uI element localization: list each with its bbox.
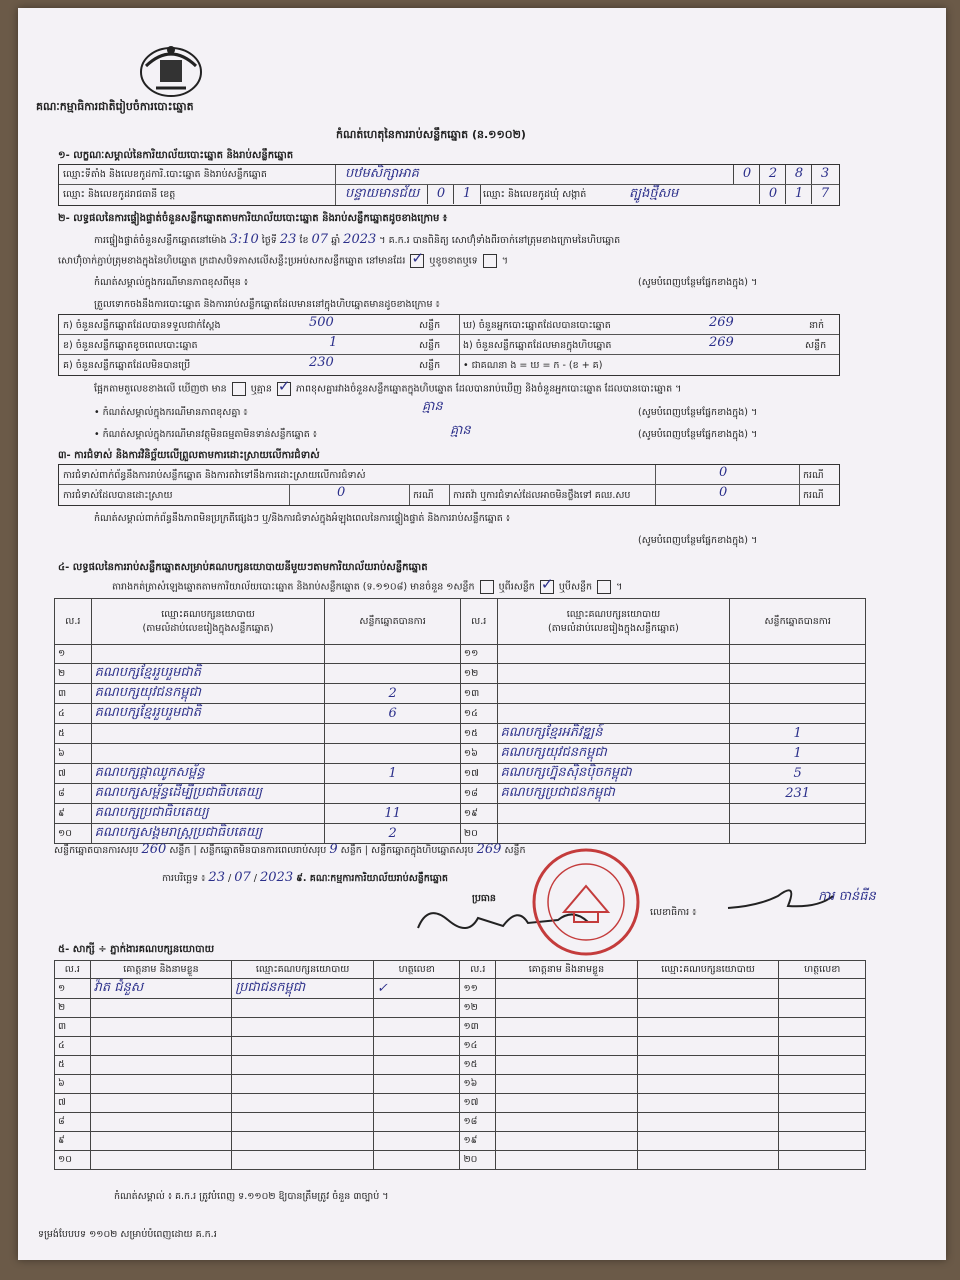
results-summary: សន្លឹកឆ្នោតបានការសរុប 260 សន្លឹក | សន្លឹកឆ្នោតមិនបានការពេលរាប់សរុប 9 សន្លឹក | សន្លឹកឆ្នោតក្នុងហិបឆ្នោតសរុប 269 សន្លឹក bbox=[54, 842, 526, 857]
row-no: ១៥ bbox=[460, 724, 497, 744]
witness-table bbox=[54, 960, 866, 1170]
witness-party bbox=[637, 1151, 779, 1170]
party-name: គណបក្សខ្មែររួបរួមជាតិ bbox=[91, 664, 325, 684]
row-no: ៧ bbox=[55, 764, 92, 784]
row-no: ១៤ bbox=[460, 704, 497, 724]
box-total-value: 269 bbox=[476, 842, 502, 857]
witness-signature bbox=[779, 979, 866, 999]
party-name: គណបក្សយុវជនកម្ពុជា bbox=[91, 684, 325, 704]
table-row bbox=[55, 724, 866, 744]
row-no: ៨ bbox=[55, 1113, 91, 1132]
row-no: ២០ bbox=[460, 1151, 496, 1170]
bullet1: • កំណត់សម្គាល់ក្នុងករណីមានភាពខុសគ្នា ៖ bbox=[94, 407, 248, 418]
witness-signature bbox=[779, 1132, 866, 1151]
col-party bbox=[497, 599, 730, 645]
col-sign: ហត្ថលេខា bbox=[373, 961, 460, 979]
footer-note: កំណត់សម្គាល់ ៖ គ.ក.រ ត្រូវបំពេញ ទ.១១០២ ឱ្យបានត្រឹមត្រូវ ចំនួន ៣ច្បាប់ ។ bbox=[114, 1191, 389, 1202]
vote-count bbox=[730, 645, 866, 664]
row-no: ៤ bbox=[55, 1037, 91, 1056]
in-box-value: 269 bbox=[709, 335, 734, 350]
irregularity-note: កំណត់សម្គាល់ពាក់ព័ន្ធនឹងភាពមិនប្រក្រតីផ្សេងៗ ឬ/និងការជំទាស់ក្នុងអំឡុងពេលនៃការផ្ទៀងផ្ទាត់ និងការរាប់សន្លឹកឆ្នោត ៖ bbox=[94, 513, 511, 524]
col-name: គោត្តនាម និងនាមខ្លួន bbox=[496, 961, 638, 979]
discrepancy-no-label: ឬគ្មាន bbox=[250, 383, 272, 395]
row-no: ២ bbox=[55, 999, 91, 1018]
seal-broken-checkbox[interactable] bbox=[483, 254, 497, 268]
unused-value: 230 bbox=[309, 355, 334, 370]
unit: សន្លឹក bbox=[419, 360, 441, 371]
col-sign: ហត្ថលេខា bbox=[779, 961, 866, 979]
vote-count bbox=[325, 664, 461, 684]
table-row bbox=[55, 1056, 866, 1075]
month-label: ខែ bbox=[299, 235, 309, 246]
verification-tail: ។ គ.ក.រ បានពិនិត្យ សោហ៊ុំទាំងពីរចាក់នៅត្រុមខាងក្រោមនៃហិបឆ្នោត bbox=[379, 235, 621, 246]
bullet2-note: (សូមបំពេញបន្ថែមផ្នែកខាងក្នុង) ។ bbox=[638, 429, 758, 440]
unit: សន្លឹក bbox=[340, 845, 362, 856]
station-code bbox=[733, 165, 839, 184]
chair-label: ប្រធាន bbox=[472, 893, 496, 904]
table-row bbox=[55, 1132, 866, 1151]
witness-party bbox=[232, 1132, 374, 1151]
tally-two-label: ឬពីរសន្លឹក bbox=[498, 581, 535, 593]
day-label: ថ្ងៃទី bbox=[261, 235, 277, 246]
party-name: គណបក្សខ្មែរអភិវឌ្ឍន៍ bbox=[497, 724, 730, 744]
table-row bbox=[55, 824, 866, 844]
results-table bbox=[54, 598, 866, 844]
code-digit: 0 bbox=[427, 185, 454, 204]
table-row bbox=[55, 684, 866, 704]
row-no: ១៥ bbox=[460, 1056, 496, 1075]
row-no: ១១ bbox=[460, 645, 497, 664]
witness-party bbox=[637, 1056, 779, 1075]
row-no: ១៤ bbox=[460, 1037, 496, 1056]
unit: សន្លឹក bbox=[169, 845, 191, 856]
table-row bbox=[55, 1037, 866, 1056]
witness-name bbox=[496, 1037, 638, 1056]
unit: ករណី bbox=[803, 470, 824, 481]
bullet1-note: (សូមបំពេញបន្ថែមផ្នែកខាងក្នុង) ។ bbox=[638, 407, 758, 418]
row-no: ១ bbox=[55, 979, 91, 999]
witness-signature bbox=[779, 1113, 866, 1132]
col-votes: សន្លឹកឆ្នោតបានការ bbox=[325, 599, 461, 645]
row-no: ៣ bbox=[55, 1018, 91, 1037]
party-name: គណបក្សប្រជាធិបតេយ្យ bbox=[91, 804, 325, 824]
code-digit: 7 bbox=[811, 185, 838, 204]
code-digit: 3 bbox=[811, 165, 838, 184]
witness-party bbox=[232, 1094, 374, 1113]
witness-signature bbox=[779, 1037, 866, 1056]
row-no: ២ bbox=[55, 664, 92, 684]
witness-header-row bbox=[55, 961, 866, 979]
witness-name bbox=[496, 1094, 638, 1113]
witness-signature bbox=[373, 1151, 460, 1170]
row-no: ១ bbox=[55, 645, 92, 664]
table-row bbox=[55, 744, 866, 764]
date-day: 23 bbox=[208, 870, 225, 885]
witness-name bbox=[496, 979, 638, 999]
voters-label: ឃ) ចំនួនអ្នកបោះឆ្នោតដែលបានបោះឆ្នោត bbox=[463, 320, 611, 331]
province-label: ឈ្មោះ និងលេខកូដរាជធានី ខេត្ត bbox=[63, 189, 176, 200]
row-no: ៦ bbox=[55, 744, 92, 764]
time-value: 3:10 bbox=[229, 232, 259, 247]
unit: សន្លឹក bbox=[419, 340, 441, 351]
col-no: ល.រ bbox=[55, 961, 91, 979]
witness-party bbox=[232, 1018, 374, 1037]
appeals-value: 0 bbox=[719, 485, 728, 500]
spoiled-value: 1 bbox=[329, 335, 338, 350]
witness-signature bbox=[373, 1018, 460, 1037]
code-digit: 1 bbox=[453, 185, 481, 204]
results-header-row bbox=[55, 599, 866, 645]
ballot-count-form bbox=[18, 8, 946, 1260]
vote-count bbox=[325, 784, 461, 804]
table-row bbox=[55, 1018, 866, 1037]
year-label: ឆ្នាំ bbox=[331, 235, 341, 246]
bullet1-value: គ្មាន bbox=[422, 399, 443, 414]
witness-party bbox=[637, 1075, 779, 1094]
row-no: ១៧ bbox=[460, 764, 497, 784]
witness-name bbox=[496, 1018, 638, 1037]
witness-party bbox=[232, 1056, 374, 1075]
col-party bbox=[91, 599, 325, 645]
vote-count: 2 bbox=[325, 824, 461, 844]
vote-count: 6 bbox=[325, 704, 461, 724]
col-no: ល.រ bbox=[460, 961, 496, 979]
time-label: ការផ្ទៀងផ្ទាត់ចំនួនសន្លឹកឆ្នោតនៅម៉ោង bbox=[94, 235, 227, 246]
seal-line: សោហ៊ុំចាក់ភ្ជាប់ត្រុមខាងក្នុងនៃហិបឆ្នោត ក្រដាសបិទភាសលើសន្លឹះប្រអប់សកសន្លឹកឆ្នោត នៅមានដែរ ✓ ឬខូចខាតឬទេ ។ bbox=[58, 254, 508, 269]
tally-two-checkbox[interactable] bbox=[540, 580, 554, 594]
witness-name bbox=[496, 1113, 638, 1132]
row-no: ៥ bbox=[55, 724, 92, 744]
national-election-committee-emblem bbox=[136, 36, 206, 100]
row-no: ១៣ bbox=[460, 1018, 496, 1037]
tally-one-label: តារាងកត់ត្រាសំឡេងឆ្នោតតាមការិយាល័យបោះឆ្នោត និងរាប់សន្លឹកឆ្នោត (ទ.១១០៨) មានចំនួន ១សន្លឹក bbox=[112, 581, 475, 593]
discrepancy-line bbox=[94, 382, 681, 397]
witness-name bbox=[496, 1075, 638, 1094]
station-value: បឋមសិក្សាអាគ bbox=[345, 166, 419, 181]
committee-label: ៩. គណៈកម្មការការិយាល័យរាប់សន្លឹកឆ្នោត bbox=[296, 873, 448, 884]
col-party-title: ឈ្មោះគណបក្សនយោបាយ bbox=[566, 608, 661, 620]
received-label: ក) ចំនួនសន្លឹកឆ្នោតដែលបានទទួលជាក់ស្តែង bbox=[63, 320, 221, 331]
witness-name bbox=[496, 1132, 638, 1151]
section1-heading: ១- លក្ខណៈសម្គាល់នៃការិយាល័យបោះឆ្នោត និងរាប់សន្លឹកឆ្នោត bbox=[58, 150, 294, 161]
witness-signature bbox=[373, 1037, 460, 1056]
ballot-intro: ត្រួលទោកចងនឹងការបោះឆ្នោត និងការរាប់សន្លឹកឆ្នោតដែលមាននៅក្នុងហិបឆ្នោតមានដូចខាងក្រោម ៖ bbox=[94, 299, 440, 310]
valid-total-value: 260 bbox=[141, 842, 167, 857]
seal-broken-label: ឬខូចខាតឬទេ bbox=[429, 255, 478, 267]
row-no: ៤ bbox=[55, 704, 92, 724]
received-value: 500 bbox=[309, 315, 334, 330]
discrepancy-no-checkbox[interactable] bbox=[277, 382, 291, 396]
row-no: ៩ bbox=[55, 1132, 91, 1151]
party-name bbox=[91, 744, 325, 764]
party-name: គណបក្សខ្មែររួបរួមជាតិ bbox=[91, 704, 325, 724]
witness-party bbox=[637, 1018, 779, 1037]
col-no: ល.រ bbox=[55, 599, 92, 645]
col-no: ល.រ bbox=[460, 599, 497, 645]
table-row bbox=[55, 979, 866, 999]
commune-label: ឈ្មោះ និងលេខកូដឃុំ សង្កាត់ bbox=[483, 189, 587, 200]
witness-name bbox=[90, 1075, 232, 1094]
resolved-label: ការជំទាស់ដែលបានដោះស្រាយ bbox=[63, 490, 173, 501]
party-name bbox=[91, 724, 325, 744]
witness-party bbox=[232, 1075, 374, 1094]
party-name: គណបក្សសម្ព័ន្ធដើម្បីប្រជាធិបតេយ្យ bbox=[91, 784, 325, 804]
witness-party bbox=[232, 999, 374, 1018]
invalid-total-label: សន្លឹកឆ្នោតមិនបានការពេលរាប់សរុប bbox=[199, 845, 327, 856]
row-no: ១០ bbox=[55, 1151, 91, 1170]
witness-signature bbox=[373, 1094, 460, 1113]
secretary-label: លេខាធិការ ៖ bbox=[650, 907, 697, 918]
secretary-name: ការ ចាន់ធីន bbox=[818, 889, 876, 904]
witness-party bbox=[232, 1113, 374, 1132]
date-month: 07 bbox=[234, 870, 251, 885]
valid-total-label: សន្លឹកឆ្នោតបានការសរុប bbox=[54, 845, 139, 856]
table-row bbox=[55, 1113, 866, 1132]
witness-signature bbox=[779, 1151, 866, 1170]
row-no: ៧ bbox=[55, 1094, 91, 1113]
vote-count bbox=[730, 804, 866, 824]
row-no: ១៨ bbox=[460, 784, 497, 804]
table-row bbox=[55, 784, 866, 804]
row-no: ១២ bbox=[460, 999, 496, 1018]
row-no: ៨ bbox=[55, 784, 92, 804]
spoiled-label: ខ) ចំនួនសន្លឹកឆ្នោតខូចពេលបោះឆ្នោត bbox=[63, 340, 198, 351]
party-name bbox=[497, 664, 730, 684]
row-no: ៦ bbox=[55, 1075, 91, 1094]
table-row bbox=[55, 1151, 866, 1170]
table-row bbox=[55, 764, 866, 784]
party-name bbox=[497, 824, 730, 844]
witness-signature bbox=[373, 1132, 460, 1151]
witness-party bbox=[637, 1113, 779, 1132]
table-row bbox=[55, 804, 866, 824]
tally-one-checkbox[interactable] bbox=[480, 580, 494, 594]
witness-signature bbox=[373, 1075, 460, 1094]
witness-party bbox=[637, 1132, 779, 1151]
code-digit: 0 bbox=[733, 165, 760, 184]
table-row bbox=[55, 1094, 866, 1113]
vote-count: 1 bbox=[730, 744, 866, 764]
table-row bbox=[55, 664, 866, 684]
unused-label: គ) ចំនួនសន្លឹកឆ្នោតដែលមិនបានប្រើ bbox=[63, 360, 191, 371]
witness-party bbox=[637, 979, 779, 999]
col-votes: សន្លឹកឆ្នោតបានការ bbox=[730, 599, 866, 645]
remark1: កំណត់សម្គាល់ក្នុងករណីមានភាពខុសពីមុន ៖ bbox=[94, 277, 249, 288]
unit: នាក់ bbox=[809, 320, 825, 331]
ballot-counts-table bbox=[58, 314, 840, 376]
witness-party bbox=[232, 1151, 374, 1170]
party-name: គណបក្សសង្គមរាស្ត្រប្រជាធិបតេយ្យ bbox=[91, 824, 325, 844]
vote-count: 11 bbox=[325, 804, 461, 824]
row-no: ១១ bbox=[460, 979, 496, 999]
col-party: ឈ្មោះគណបក្សនយោបាយ bbox=[637, 961, 779, 979]
witness-name bbox=[90, 1037, 232, 1056]
witness-name bbox=[90, 999, 232, 1018]
row-no: ១០ bbox=[55, 824, 92, 844]
invalid-total-value: 9 bbox=[329, 842, 338, 857]
witness-signature bbox=[373, 999, 460, 1018]
witness-name bbox=[90, 1151, 232, 1170]
vote-count bbox=[325, 744, 461, 764]
resolved-value: 0 bbox=[337, 485, 346, 500]
row-no: ១៦ bbox=[460, 744, 497, 764]
code-digit: 2 bbox=[759, 165, 786, 184]
section5-heading: ៥- សាក្សី ÷ ភ្នាក់ងារគណបក្សនយោបាយ bbox=[58, 944, 215, 955]
party-name bbox=[497, 804, 730, 824]
party-name bbox=[497, 645, 730, 664]
form-title: កំណត់ហេតុនៃការរាប់សន្លឹកឆ្នោត (ន.១១០២) bbox=[336, 128, 526, 141]
day-value: 23 bbox=[279, 232, 297, 247]
formula: • ជាគណនា ង = ឃ = ក - (ខ + គ) bbox=[463, 360, 603, 371]
date-label: ការបរិច្ឆេទ ៖ bbox=[162, 873, 206, 884]
witness-party bbox=[637, 999, 779, 1018]
bullet2-value: គ្មាន bbox=[450, 423, 471, 438]
bullet2: • កំណត់សម្គាល់ក្នុងករណីមានវត្ថុមិនធម្មតាមិនទាន់សន្លឹកឆ្នោត ៖ bbox=[94, 429, 317, 440]
witness-name: វ៉ាត ជំនួស bbox=[90, 979, 232, 999]
row-no: ១៩ bbox=[460, 804, 497, 824]
table-row bbox=[55, 645, 866, 664]
witness-signature: ✓ bbox=[373, 979, 460, 999]
vote-count bbox=[325, 645, 461, 664]
complaints-table bbox=[58, 464, 840, 506]
col-party-sub: (តាមលំដាប់លេខរៀងក្នុងសន្លឹកឆ្នោត) bbox=[142, 622, 274, 634]
vote-count bbox=[730, 664, 866, 684]
seal-intact-checkbox[interactable] bbox=[410, 254, 424, 268]
unit: សន្លឹក bbox=[419, 320, 441, 331]
party-name: គណបក្សប្រជាជនកម្ពុជា bbox=[497, 784, 730, 804]
witness-name bbox=[496, 1151, 638, 1170]
row-no: ៥ bbox=[55, 1056, 91, 1075]
party-name bbox=[91, 645, 325, 664]
vote-count: 1 bbox=[730, 724, 866, 744]
witness-signature bbox=[779, 1056, 866, 1075]
witness-name bbox=[496, 999, 638, 1018]
province-value: បន្ទាយមានជ័យ bbox=[345, 186, 420, 201]
witness-name bbox=[90, 1018, 232, 1037]
witness-name bbox=[90, 1056, 232, 1075]
witness-party bbox=[637, 1094, 779, 1113]
section3-heading: ៣- ការជំទាស់ និងការវិនិច្ឆ័យលើព្រួលតាមការដោះស្រាយលើការជំទាស់ bbox=[58, 450, 320, 461]
party-name: គណបក្សផ្កាឈូកសម្ព័ន្ធ bbox=[91, 764, 325, 784]
section4-heading: ៤- លទ្ធផលនៃការរាប់សន្លឹកឆ្នោតសម្រាប់គណបក្សនយោបាយនីមួយៗតាមការិយាល័យរាប់សន្លឹកឆ្នោត bbox=[58, 562, 428, 573]
table-row bbox=[55, 999, 866, 1018]
row-no: ១៣ bbox=[460, 684, 497, 704]
party-name bbox=[497, 684, 730, 704]
vote-count bbox=[730, 684, 866, 704]
vote-count bbox=[730, 824, 866, 844]
unit: ករណី bbox=[413, 490, 434, 501]
witness-party bbox=[232, 1037, 374, 1056]
witness-name bbox=[90, 1132, 232, 1151]
row-no: ១៧ bbox=[460, 1094, 496, 1113]
row-no: ៣ bbox=[55, 684, 92, 704]
voters-value: 269 bbox=[709, 315, 734, 330]
verification-line bbox=[94, 232, 620, 248]
witness-party: ប្រជាជនកម្ពុជា bbox=[232, 979, 374, 999]
witness-signature bbox=[373, 1113, 460, 1132]
row-no: ១៦ bbox=[460, 1075, 496, 1094]
party-name: គណបក្សហ្វ៊ុនស៊ិនប៉ិចកម្ពុជា bbox=[497, 764, 730, 784]
committee-line: គណៈកម្មាធិការជាតិរៀបចំការបោះឆ្នោត bbox=[36, 100, 194, 113]
discrepancy-yes-label: ផ្អែកតាមតួលេខខាងលើ ឃើញថា មាន bbox=[94, 383, 227, 395]
in-box-label: ង) ចំនួនសន្លឹកឆ្នោតដែលមានក្នុងហិបឆ្នោត bbox=[463, 340, 612, 351]
complaints-label: ការជំទាស់ពាក់ព័ន្ធនឹងការរាប់សន្លឹកឆ្នោត និងការតវ៉ាទៅនឹងការដោះស្រាយលើការជំទាស់ bbox=[63, 470, 366, 481]
tally-three-checkbox[interactable] bbox=[597, 580, 611, 594]
year-value: 2023 bbox=[343, 232, 377, 247]
col-party-title: ឈ្មោះគណបក្សនយោបាយ bbox=[161, 608, 255, 620]
box-total-label: សន្លឹកឆ្នោតក្នុងហិបឆ្នោតសរុប bbox=[371, 845, 474, 856]
irregularity-note-tail: (សូមបំពេញបន្ថែមផ្នែកខាងក្នុង) ។ bbox=[638, 535, 758, 546]
row-no: ១២ bbox=[460, 664, 497, 684]
table-row bbox=[55, 704, 866, 724]
witness-party bbox=[637, 1037, 779, 1056]
discrepancy-yes-checkbox[interactable] bbox=[232, 382, 246, 396]
month-value: 07 bbox=[311, 232, 329, 247]
vote-count: 2 bbox=[325, 684, 461, 704]
complaints-value: 0 bbox=[719, 465, 728, 480]
station-label: ឈ្មោះទីតាំង និងលេខកូដការិ.បោះឆ្នោត និងរាប់សន្លឹកឆ្នោត bbox=[63, 169, 267, 180]
col-name: គោត្តនាម និងនាមខ្លួន bbox=[90, 961, 232, 979]
official-stamp bbox=[530, 846, 642, 958]
witness-signature bbox=[373, 1056, 460, 1075]
form-code: ទម្រង់បែបបទ ១១០២ សម្រាប់បំពេញដោយ គ.ក.រ bbox=[38, 1229, 217, 1240]
commune-value: ត្បូងថ្មីសម bbox=[629, 186, 679, 201]
commune-code bbox=[759, 185, 839, 204]
vote-count: 231 bbox=[730, 784, 866, 804]
row-no: ១៨ bbox=[460, 1113, 496, 1132]
section1-table bbox=[58, 164, 840, 206]
discrepancy-text: ភាពខុសគ្នារវាងចំនួនសន្លឹកឆ្នោតក្នុងហិបឆ្នោត ដែលបានរាប់ឃើញ និងចំនួនអ្នកបោះឆ្នោត ដែលបានបោះឆ្នោត ។ bbox=[295, 383, 682, 395]
date-line: ការបរិច្ឆេទ ៖ 23 / 07 / 2023 ៩. គណៈកម្មការការិយាល័យរាប់សន្លឹកឆ្នោត bbox=[162, 870, 448, 885]
witness-signature bbox=[779, 1018, 866, 1037]
tally-sheets-line: តារាងកត់ត្រាសំឡេងឆ្នោតតាមការិយាល័យបោះឆ្នោត និងរាប់សន្លឹកឆ្នោត (ទ.១១០៨) មានចំនួន ១សន្លឹក ឬពីរសន្លឹក ✓ ឬបីសន្លឹក ។ bbox=[112, 580, 622, 595]
row-no: ៩ bbox=[55, 804, 92, 824]
remark1-note: (សូមបំពេញបន្ថែមផ្នែកខាងក្នុង) ។ bbox=[638, 277, 758, 288]
vote-count bbox=[325, 724, 461, 744]
col-party: ឈ្មោះគណបក្សនយោបាយ bbox=[232, 961, 374, 979]
witness-signature bbox=[779, 1094, 866, 1113]
code-digit: 1 bbox=[785, 185, 812, 204]
witness-signature bbox=[779, 999, 866, 1018]
code-digit: 0 bbox=[759, 185, 786, 204]
witness-name bbox=[496, 1056, 638, 1075]
appeals-label: ការតវ៉ា ឬការជំទាស់ដែលអាចមិនថ្លឹងទៅ គឈ.សប bbox=[453, 490, 631, 501]
unit: ករណី bbox=[803, 490, 824, 501]
row-no: ២០ bbox=[460, 824, 497, 844]
seal-text: សោហ៊ុំចាក់ភ្ជាប់ត្រុមខាងក្នុងនៃហិបឆ្នោត ក្រដាសបិទភាសលើសន្លឹះប្រអប់សកសន្លឹកឆ្នោត នៅមានដែរ bbox=[58, 255, 406, 267]
section2-heading: ២- លទ្ធផលនៃការផ្ទៀងផ្ទាត់ចំនួនសន្លឹកឆ្នោតតាមការិយាល័យបោះឆ្នោត និងរាប់សន្លឹកឆ្នោតដូចខាងក្រោម ៖ bbox=[58, 213, 448, 224]
party-name: គណបក្សយុវជនកម្ពុជា bbox=[497, 744, 730, 764]
col-party-sub: (តាមលំដាប់លេខរៀងក្នុងសន្លឹកឆ្នោត) bbox=[548, 622, 679, 634]
witness-name bbox=[90, 1113, 232, 1132]
vote-count: 1 bbox=[325, 764, 461, 784]
unit: សន្លឹក bbox=[805, 340, 827, 351]
witness-signature bbox=[779, 1075, 866, 1094]
code-digit: 8 bbox=[785, 165, 812, 184]
unit: សន្លឹក bbox=[504, 845, 526, 856]
row-no: ១៩ bbox=[460, 1132, 496, 1151]
table-row bbox=[55, 1075, 866, 1094]
witness-name bbox=[90, 1094, 232, 1113]
date-year: 2023 bbox=[260, 870, 294, 885]
province-code bbox=[427, 185, 479, 204]
vote-count: 5 bbox=[730, 764, 866, 784]
party-name bbox=[497, 704, 730, 724]
tally-three-label: ឬបីសន្លឹក bbox=[558, 581, 593, 593]
vote-count bbox=[730, 704, 866, 724]
